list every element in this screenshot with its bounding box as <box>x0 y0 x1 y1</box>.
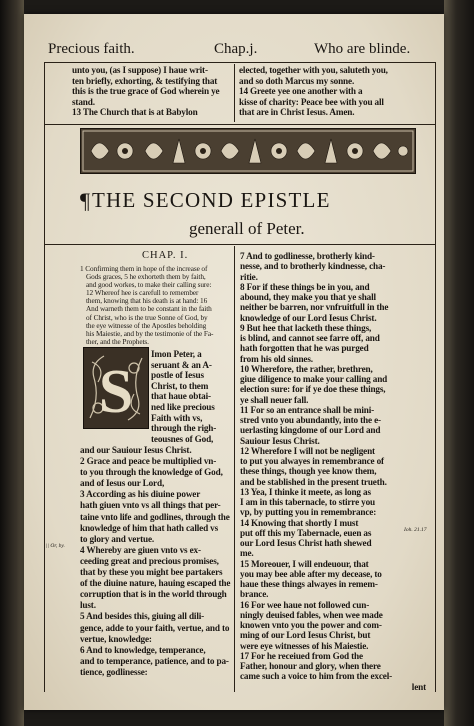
text-line: 9 But hee that lacketh these things, <box>240 322 372 333</box>
text-line: and so doth Marcus my sonne. <box>239 75 355 86</box>
text-line: I am in this tabernacle, to stirre you <box>240 497 375 507</box>
text-line: giue diligence to make your calling and <box>240 374 388 384</box>
initial-letter-glyph: S <box>98 358 134 426</box>
text-line: 12 Wherefore I will not be negligent <box>240 445 375 456</box>
text-line: teousnes of God, <box>151 433 214 444</box>
text-line: stand. <box>72 96 95 107</box>
text-line: brance. <box>240 589 269 600</box>
summary-line: 12 Whereof hee is carefull to remember <box>86 289 199 298</box>
left-column <box>80 445 233 678</box>
text-line: these things, though yee know them, <box>240 466 377 477</box>
summary-line: and good workes, to make their calling sure: <box>86 281 212 290</box>
text-line: and our Sauiour Iesus Christ. <box>80 445 192 455</box>
text-line: seruant & an A- <box>151 359 212 370</box>
summary-line: ther, and the Prophets. <box>86 337 149 346</box>
text-line: 3 According as his diuine power <box>80 489 201 500</box>
text-line: that by these you might bee partakers <box>80 567 223 578</box>
text-line: that haue obtai- <box>151 391 211 402</box>
frame-right-rule <box>435 62 436 692</box>
text-line: postle of Iesus <box>151 370 204 381</box>
text-line: uerlasting kingdome of our Lord and <box>240 425 381 436</box>
text-line: haue these things alwayes in remem- <box>240 579 378 589</box>
text-line: taine vnto life and godlines, through the <box>80 511 230 522</box>
summary-line: the eye witnesse of the Apostles beholding <box>86 321 207 330</box>
epistle-subtitle: generall of Peter. <box>189 219 305 238</box>
book-binding-shadow <box>0 0 24 726</box>
text-line: that are in Christ Iesus. Amen. <box>239 107 355 118</box>
text-line: Father, honour and glory, when there <box>240 661 381 671</box>
text-line: me. <box>240 548 254 559</box>
summary-line: of Christ, who is the true Sonne of God, by <box>86 313 208 322</box>
text-line: 15 Moreouer, I will endeuour, that <box>240 558 369 569</box>
text-line: and to temperance, patience, and to pa- <box>80 655 229 666</box>
column-divider <box>234 246 235 692</box>
text-line: lent <box>411 681 426 692</box>
text-line: and of Iesus our Lord, <box>80 478 165 489</box>
summary-line: his Maiestie, and by the testimonie of the Fa- <box>86 329 214 338</box>
text-line: and be stablished in the present trueth. <box>240 476 387 487</box>
running-head-chapter: Chap.j. <box>214 41 258 57</box>
summary-line: 1 Confirming them in hope of the increase of <box>80 265 208 273</box>
book-page <box>24 14 444 710</box>
chapter-summary <box>80 265 232 346</box>
text-line: from his old sinnes. <box>240 353 313 364</box>
text-line: hath forgotten that he was purged <box>240 343 369 354</box>
text-line: Christ, to them <box>151 380 209 391</box>
text-line: 14 Greete yee one another with a <box>239 86 363 97</box>
text-line: knowledge of our Lord Iesus Christ. <box>240 312 377 323</box>
top-column-divider <box>234 64 235 122</box>
text-line: 13 The Church that is at Babylon <box>72 107 198 118</box>
text-line: hath giuen vnto vs all things that per- <box>80 500 221 511</box>
text-line: to you through the knowledge of God, <box>80 467 223 478</box>
summary-line: Gods graces, 5 he exhorteth them by faith, <box>86 273 206 282</box>
text-line: vp, by putting you in remembrance: <box>240 507 377 518</box>
text-line: through the righ- <box>151 423 217 434</box>
text-line: Imon Peter, a <box>151 349 202 359</box>
text-line: elected, together with you, saluteth you, <box>239 65 388 75</box>
text-line: corruption that is in the world through <box>80 589 227 600</box>
text-line: to put you alwayes in remembrance of <box>240 456 384 466</box>
text-line: ming of our Lord Iesus Christ, but <box>240 630 371 641</box>
text-line: is blind, and cannot see farre off, and <box>240 333 380 343</box>
text-line: ritie. <box>240 271 258 282</box>
frame-left-rule <box>44 62 45 692</box>
text-line: ten briefly, exhorting, & testifying that <box>72 75 218 86</box>
title-rule <box>44 244 436 245</box>
margin-note-right: Ioh. 21.17 <box>404 527 427 533</box>
running-head-right: Who are blinde. <box>314 41 411 57</box>
text-line: were eye witnesses of his Maiestie. <box>240 640 369 651</box>
text-line: our Lord Iesus Christ hath shewed <box>240 538 372 548</box>
text-line: to glory and vertue. <box>80 533 155 544</box>
text-line: kisse of charity: Peace bee with you all <box>239 96 384 107</box>
right-column <box>240 251 426 692</box>
text-line: knowen vnto you the power and com- <box>240 620 382 630</box>
text-line: lust. <box>80 600 96 611</box>
epistle-title: THE SECOND EPISTLE <box>92 188 331 212</box>
text-line: 2 Grace and peace be multiplied vn- <box>80 456 217 467</box>
text-line: 7 And to godlinesse, brotherly kind- <box>240 251 375 261</box>
text-line: 11 For so an entrance shall be mini- <box>240 404 375 415</box>
text-line: 8 For if these things be in you, and <box>240 281 370 292</box>
left-column-initial-lines <box>151 349 233 444</box>
header-rule <box>44 62 436 63</box>
text-line: 16 For wee haue not followed cun- <box>240 599 370 610</box>
top-left-column <box>72 65 232 118</box>
top-right-column <box>239 65 425 118</box>
decorated-initial-letter <box>83 347 149 429</box>
text-line: 4 Whereby are giuen vnto vs ex- <box>80 544 201 555</box>
text-line: ceeding great and precious promises, <box>80 555 219 566</box>
text-line: came such a voice to him from the excel- <box>240 671 393 682</box>
summary-line: And warneth them to be constant in the faith <box>86 305 212 314</box>
chapter-heading: CHAP. I. <box>142 250 189 261</box>
text-line: 17 For he receiued from God the <box>240 650 363 661</box>
running-head-left: Precious faith. <box>48 41 135 57</box>
text-line: knowledge of him that hath called vs <box>80 522 219 533</box>
text-line: 10 Wherefore, the rather, brethren, <box>240 363 373 374</box>
text-line: stred vnto you abundantly, into the e- <box>240 415 381 425</box>
text-line: ningly deuised fables, when wee made <box>240 609 383 620</box>
text-line: gence, adde to your faith, vertue, and to <box>80 622 230 633</box>
text-line: ned like precious <box>151 401 215 412</box>
text-line: 6 And to knowledge, temperance, <box>80 644 206 655</box>
page-edge <box>444 0 474 726</box>
text-line: unto you, (as I suppose) I haue writ- <box>72 65 208 75</box>
text-line: Faith with vs, <box>151 412 203 423</box>
text-line: vertue, knowledge: <box>80 633 152 644</box>
summary-line: them, knowing that his death is at hand: 16 <box>86 297 208 306</box>
text-line: election sure: for if ye doe these things, <box>240 384 386 395</box>
top-section-rule <box>44 124 436 125</box>
text-line: this is the true grace of God wherein ye <box>72 86 220 97</box>
text-line: tience, godlinesse: <box>80 666 148 677</box>
text-line: of the diuine nature, hauing escaped the <box>80 578 231 589</box>
text-line: neither be barren, nor vnfruitfull in the <box>240 302 389 313</box>
text-line: Sauiour Iesus Christ. <box>240 435 320 446</box>
margin-note-left: || Or, by. <box>46 543 65 549</box>
pilcrow-mark: ¶ <box>80 188 90 213</box>
text-line: ye shall neuer fall. <box>240 394 309 405</box>
text-line: 14 Knowing that shortly I must <box>240 517 359 528</box>
text-line: abound, they make you that ye shall <box>240 292 376 302</box>
text-line: put off this my Tabernacle, euen as <box>240 527 372 538</box>
text-line: 13 Yea, I thinke it meete, as long as <box>240 486 371 497</box>
decorative-ornament-band <box>80 128 416 174</box>
text-line: nesse, and to brotherly kindnesse, cha- <box>240 261 386 272</box>
text-line: you may bee able after my decease, to <box>240 568 382 579</box>
text-line: 5 And besides this, giuing all dili- <box>80 611 205 622</box>
